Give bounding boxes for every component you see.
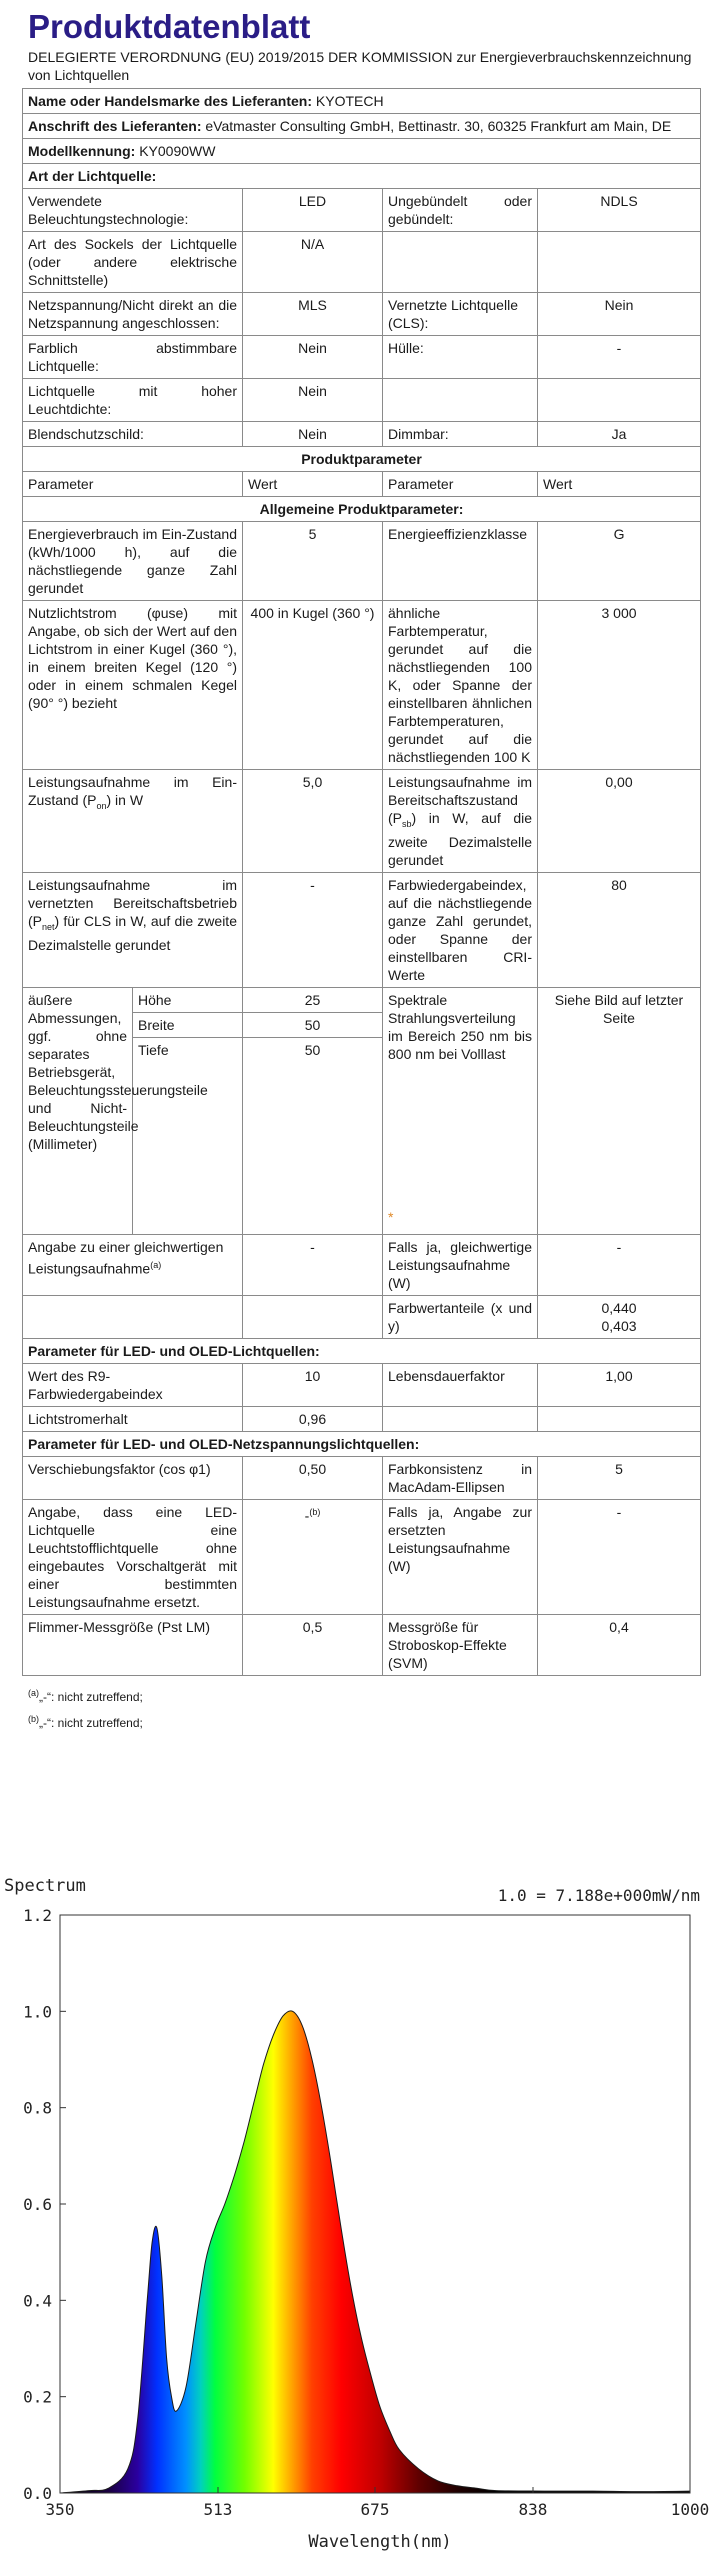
supplier-row	[23, 89, 701, 114]
type-label	[383, 379, 538, 422]
general-section-header: Allgemeine Produktparameter:	[23, 497, 701, 522]
param-label: Lichtstromerhalt	[23, 1406, 243, 1431]
param-value: 5,0	[243, 770, 383, 873]
param-label: Flimmer-Messgröße (Pst LM)	[23, 1614, 243, 1675]
param-label-text: Leistungsaufnahme im Bereitschaftszustand (P	[388, 774, 532, 826]
regulation-intro: DELEGIERTE VERORDNUNG (EU) 2019/2015 DER KOMMISSION zur Energieverbrauchskennzeichnung von Lichtquellen	[28, 49, 692, 83]
param-label: Farbwertanteile (x und y)	[383, 1295, 538, 1338]
mls-section-header: Parameter für LED- und OLED-Netzspannungslichtquellen:	[23, 1431, 701, 1456]
param-value: -	[243, 872, 383, 987]
dimension-value: 25	[243, 987, 383, 1012]
param-label-text: Leistungsaufnahme im vernetzten Bereitschaftsbetrieb (P	[28, 876, 237, 929]
param-label-text: Angabe zu einer gleichwertigen Leistungsaufnahme	[28, 1238, 224, 1277]
type-value: Nein	[243, 336, 383, 379]
type-value: MLS	[243, 293, 383, 336]
param-value: -	[538, 1499, 701, 1614]
chromaticity-y: 0,403	[601, 1317, 637, 1334]
supplier-value: KYOTECH	[315, 93, 384, 109]
dimension-name: Breite	[133, 1012, 243, 1037]
param-label-text: Leistungsaufnahme im Ein-Zustand (P	[28, 774, 237, 808]
param-value: Siehe Bild auf letzter Seite	[538, 987, 701, 1234]
param-label: Nutzlichtstrom (φuse) mit Angabe, ob sich der Wert auf den Lichtstrom in einer Kugel (360 °), in einem breiten Kegel (120 °) oder in einem schmalen Kegel (90° °) bezieht	[23, 601, 243, 770]
param-label	[23, 770, 243, 873]
param-label: Farbkonsistenz in MacAdam-Ellipsen	[383, 1456, 538, 1499]
footnotes	[28, 1682, 700, 1734]
param-value: 400 in Kugel (360 °)	[243, 601, 383, 770]
supplier-label: Name oder Handelsmarke des Lieferanten:	[28, 93, 312, 109]
param-value: 10	[243, 1363, 383, 1406]
param-value: 0,5	[243, 1614, 383, 1675]
y-tick-label: 0.2	[23, 2387, 52, 2407]
y-tick-label: 0.6	[23, 2195, 52, 2214]
param-label: Angabe, dass eine LED-Lichtquelle eine Leuchtstofflichtquelle ohne eingebautes Vorschaltgerät mit einer bestimmten Leistungsaufnahme ersetzt.	[23, 1499, 243, 1614]
model-label: Modellkennung:	[28, 143, 136, 159]
param-value: 80	[538, 872, 701, 987]
column-header: Wert	[243, 472, 383, 497]
type-label: Dimmbar:	[383, 422, 538, 447]
x-tick-label: 513	[203, 2500, 233, 2519]
x-tick-label: 1000	[670, 2500, 710, 2519]
param-label-subscript: on	[96, 800, 107, 811]
type-value	[538, 232, 701, 293]
param-value-text: -	[304, 1507, 310, 1524]
type-label: Netzspannung/Nicht direkt an die Netzspannung angeschlossen:	[23, 293, 243, 336]
footnote	[28, 1682, 700, 1708]
param-value: 3 000	[538, 601, 701, 770]
param-label	[383, 987, 538, 1234]
param-label-subscript: net	[42, 921, 55, 932]
column-header: Parameter	[23, 472, 243, 497]
x-tick-label: 838	[518, 2500, 548, 2519]
param-value	[243, 1499, 383, 1614]
type-label: Vernetzte Lichtquelle (CLS):	[383, 293, 538, 336]
empty-cell	[383, 1406, 538, 1431]
x-tick-label: 675	[360, 2500, 390, 2519]
param-label: Farbwiedergabeindex, auf die nächstliegende ganze Zahl gerundet, oder Spanne der einstellbaren CRI-Werte	[383, 872, 538, 987]
param-label: Lebensdauerfaktor	[383, 1363, 538, 1406]
param-label: Messgröße für Stroboskop-Effekte (SVM)	[383, 1614, 538, 1675]
y-tick-label: 0.8	[23, 2098, 52, 2118]
model-row	[23, 139, 701, 164]
page-title: Produktdatenblatt	[28, 8, 311, 45]
param-value: G	[538, 522, 701, 601]
chart-scale-note: 1.0 = 7.188e+000mW/nm	[497, 1886, 700, 1905]
param-label: Verschiebungsfaktor (cos φ1)	[23, 1456, 243, 1499]
datasheet-table	[22, 88, 701, 1676]
type-label: Verwendete Beleuchtungstechnologie:	[23, 189, 243, 232]
param-label: Falls ja, gleichwertige Leistungsaufnahme (W)	[383, 1234, 538, 1295]
footnote	[28, 1708, 700, 1734]
param-label	[383, 770, 538, 873]
footnote-ref: (b)	[309, 1506, 321, 1517]
type-label: Lichtquelle mit hoher Leuchtdichte:	[23, 379, 243, 422]
param-value: 0,4	[538, 1614, 701, 1675]
footnote-text: „-“: nicht zutreffend;	[39, 1689, 143, 1704]
y-tick-label: 1.0	[23, 2002, 52, 2022]
spectrum-reference-mark: *	[388, 1208, 394, 1225]
param-value: -	[538, 1234, 701, 1295]
led-section-header: Parameter für LED- und OLED-Lichtquellen:	[23, 1338, 701, 1363]
dimension-value: 50	[243, 1012, 383, 1037]
type-value: -	[538, 336, 701, 379]
param-label-text: ) für CLS in W, auf die zweite Dezimalstelle gerundet	[28, 912, 237, 953]
type-value	[538, 379, 701, 422]
type-value: LED	[243, 189, 383, 232]
address-label: Anschrift des Lieferanten:	[28, 118, 202, 134]
column-header: Wert	[538, 472, 701, 497]
address-value: eVatmaster Consulting GmbH, Bettinastr. 30, 60325 Frankfurt am Main, DE	[205, 118, 672, 134]
param-label-text: Spektrale Strahlungsverteilung im Bereich 250 nm bis 800 nm bei Volllast	[388, 991, 532, 1062]
address-row	[23, 114, 701, 139]
empty-cell	[243, 1295, 383, 1338]
empty-cell	[23, 1295, 243, 1338]
param-label: Wert des R9-Farbwiedergabeindex	[23, 1363, 243, 1406]
datasheet	[22, 8, 700, 1734]
type-label: Farblich abstimmbare Lichtquelle:	[23, 336, 243, 379]
chart-title: Spectrum	[4, 1876, 86, 1896]
dimensions-label: äußere Abmessungen, ggf. ohne separates Betriebsgerät, Beleuchtungssteuerungsteile und Nicht-Beleuchtungsteile (Millimeter)	[23, 987, 133, 1234]
type-label: Art des Sockels der Lichtquelle (oder andere elektrische Schnittstelle)	[23, 232, 243, 293]
column-header: Parameter	[383, 472, 538, 497]
dimension-name: Tiefe	[133, 1037, 243, 1234]
param-label: Energieeffizienzklasse	[383, 522, 538, 601]
type-value: Nein	[243, 379, 383, 422]
type-value: N/A	[243, 232, 383, 293]
param-value: 5	[243, 522, 383, 601]
param-value: 0,96	[243, 1406, 383, 1431]
y-tick-label: 0.4	[23, 2291, 52, 2311]
x-tick-label: 350	[45, 2500, 75, 2519]
footnote-ref: (a)	[150, 1259, 162, 1270]
type-section-header: Art der Lichtquelle:	[23, 164, 701, 189]
parameter-section-header: Produktparameter	[23, 447, 701, 472]
param-label: Falls ja, Angabe zur ersetzten Leistungsaufnahme (W)	[383, 1499, 538, 1614]
y-tick-label: 0.0	[23, 2484, 52, 2503]
type-label: Blendschutzschild:	[23, 422, 243, 447]
param-value: 5	[538, 1456, 701, 1499]
param-label-text: ) in W	[106, 792, 144, 808]
type-value: Nein	[538, 293, 701, 336]
param-label: Energieverbrauch im Ein-Zustand (kWh/1000 h), auf die nächstliegende ganze Zahl gerundet	[23, 522, 243, 601]
footnote-mark: (a)	[28, 1687, 39, 1698]
dimension-value: 50	[243, 1037, 383, 1234]
footnote-mark: (b)	[28, 1713, 39, 1724]
spectrum-chart	[0, 1865, 710, 2555]
type-label: Hülle:	[383, 336, 538, 379]
param-label-text: ) in W, auf die zweite Dezimalstelle gerundet	[388, 810, 532, 868]
x-axis-label: Wavelength(nm)	[308, 2532, 452, 2552]
type-value: NDLS	[538, 189, 701, 232]
dimension-name: Höhe	[133, 987, 243, 1012]
empty-cell	[538, 1406, 701, 1431]
type-value: Nein	[243, 422, 383, 447]
param-value: 0,00	[538, 770, 701, 873]
param-label	[23, 1234, 243, 1295]
param-label: ähnliche Farbtemperatur, gerundet auf die nächstliegenden 100 K, oder Spanne der einstellbaren ähnlichen Farbtemperaturen, gerundet auf die nächstliegenden 100 K	[383, 601, 538, 770]
param-value: 0,50	[243, 1456, 383, 1499]
y-tick-label: 1.2	[23, 1906, 52, 1925]
param-value: -	[243, 1234, 383, 1295]
chromaticity-x: 0,440	[601, 1299, 637, 1316]
param-label-subscript: sb	[402, 818, 412, 829]
type-label: Ungebündelt oder gebündelt:	[383, 189, 538, 232]
param-value: 1,00	[538, 1363, 701, 1406]
model-value: KY0090WW	[139, 143, 216, 159]
param-label	[23, 872, 243, 987]
type-label	[383, 232, 538, 293]
type-value: Ja	[538, 422, 701, 447]
param-value	[538, 1295, 701, 1338]
footnote-text: „-“: nicht zutreffend;	[39, 1715, 143, 1730]
